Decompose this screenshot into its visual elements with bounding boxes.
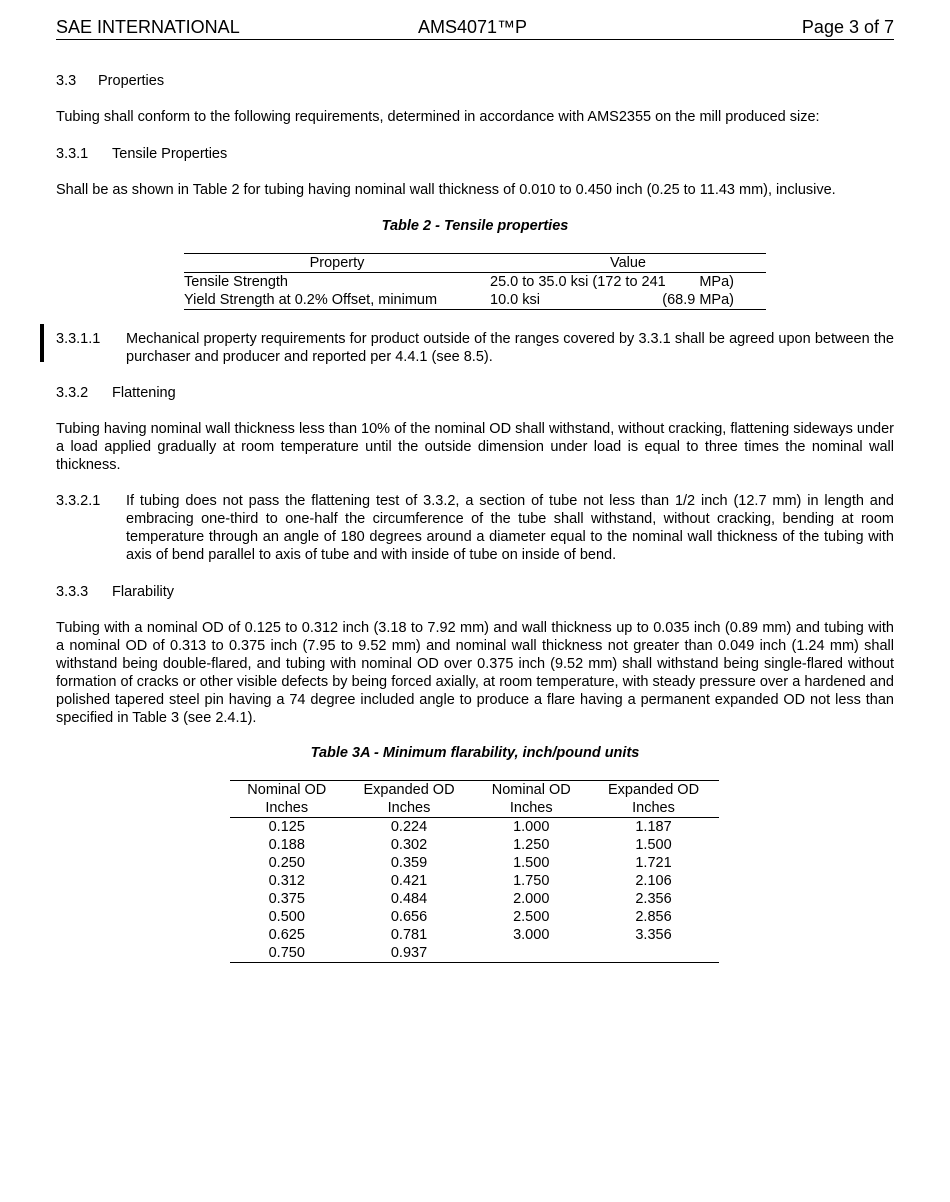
table-cell: 3.356 (635, 927, 672, 943)
table-row (230, 890, 719, 908)
revision-change-bar (40, 324, 44, 362)
header-org: SAE INTERNATIONAL (56, 17, 240, 37)
table-cell: 0.188 (268, 837, 305, 853)
value-text: 25.0 to 35.0 ksi (172 to 241 (490, 274, 666, 290)
column-header-property: Property (184, 254, 490, 273)
table-cell (588, 944, 719, 963)
section-number: 3.3.2 (56, 385, 89, 401)
table-cell: 0.421 (390, 873, 428, 889)
section-number: 3.3.3 (56, 584, 89, 600)
value-text: 10.0 ksi (490, 292, 540, 308)
property-cell: Yield Strength at 0.2% Offset, minimum (184, 292, 438, 308)
property-cell: Tensile Strength (184, 274, 288, 290)
table-row (230, 926, 719, 944)
section-3-3-2-text: Tubing having nominal wall thickness less than 10% of the nominal OD shall withstand, without cracking, flattening sideways under a load applied gradually at room temperature until the outside dimension under load is equal to three times the nominal wall thickness. (56, 421, 894, 473)
table-cell: 2.106 (635, 873, 672, 889)
table-cell: 1.000 (513, 819, 550, 835)
value-unit: (68.9 MPa) (662, 292, 734, 308)
column-header-value: Value (490, 254, 766, 273)
section-title: Tensile Properties (112, 146, 228, 162)
section-3-3-1-text: Shall be as shown in Table 2 for tubing having nominal wall thickness of 0.010 to 0.450 inch (0.25 to 11.43 mm), inclusive. (56, 182, 836, 198)
table-cell: 0.312 (268, 873, 305, 889)
tensile-properties-table (184, 253, 766, 310)
table-cell: 0.125 (268, 819, 305, 835)
header-page-number: Page 3 of 7 (801, 17, 894, 37)
table-cell: 0.625 (268, 927, 305, 943)
section-title: Properties (98, 73, 165, 89)
table-cell: 2.856 (635, 909, 672, 925)
table-cell: 0.375 (268, 891, 305, 907)
table-cell: 0.937 (390, 945, 428, 961)
table-cell: 2.500 (513, 909, 550, 925)
table-cell: 0.750 (268, 945, 305, 961)
table-cell: 1.250 (513, 837, 550, 853)
column-unit: Inches (344, 799, 475, 818)
table-cell: 0.224 (390, 819, 428, 835)
header-doc-number: AMS4071™P (418, 17, 528, 37)
section-text: Mechanical property requirements for product outside of the ranges covered by 3.3.1 shall be agreed upon between the purchaser and producer and reported per 4.4.1 (see 8.5). (126, 331, 894, 365)
table-2-caption: Table 2 - Tensile properties (381, 218, 569, 234)
section-number: 3.3.2.1 (56, 493, 101, 509)
column-header: Expanded OD (363, 782, 455, 798)
table-row (230, 908, 719, 926)
table-row (230, 944, 719, 963)
table-cell: 1.500 (635, 837, 672, 853)
table-cell: 0.656 (390, 909, 428, 925)
section-3-3-3-text: Tubing with a nominal OD of 0.125 to 0.312 inch (3.18 to 7.92 mm) and wall thickness up to 0.035 inch (0.89 mm) and tubing with a nominal OD of 0.313 to 0.375 inch (7.95 to 9.52 mm) and nominal wall thickness not greater than 0.049 inch (1.24 mm) shall withstand being double-flared, and tubing with nominal OD over 0.375 inch (9.52 mm) shall withstand being single-flared without formation of cracks or other visible defects by being forced axially, at room temperature, with steady pressure over a hardened and polished tapered steel pin having a 74 degree included angle to produce a flare having a permanent expanded OD not less than specified in Table 3 (see 2.4.1). (56, 620, 894, 726)
section-number: 3.3 (56, 73, 77, 89)
table-row (230, 836, 719, 854)
table-row (184, 291, 766, 310)
column-header: Expanded OD (607, 782, 700, 798)
section-title: Flarability (112, 584, 175, 600)
column-unit: Inches (230, 799, 344, 818)
table-cell: 0.359 (390, 855, 428, 871)
table-row (184, 273, 766, 292)
section-3-3-heading (56, 72, 894, 90)
table-cell: 0.484 (390, 891, 428, 907)
table-cell: 0.781 (390, 927, 428, 943)
table-cell (474, 944, 588, 963)
table-cell: 3.000 (513, 927, 550, 943)
column-header: Nominal OD (491, 782, 571, 798)
table-3a-caption: Table 3A - Minimum flarability, inch/pound units (310, 745, 640, 761)
section-3-3-text: Tubing shall conform to the following requirements, determined in accordance with AMS2355 on the mill produced size: (56, 109, 820, 125)
table-cell: 1.500 (513, 855, 550, 871)
table-row (230, 818, 719, 837)
section-3-3-1-heading (56, 145, 894, 163)
section-number: 3.3.1.1 (56, 331, 101, 347)
column-unit: Inches (474, 799, 588, 818)
column-unit: Inches (588, 799, 719, 818)
value-cell (490, 273, 766, 292)
table-cell: 2.356 (635, 891, 672, 907)
table-row (230, 854, 719, 872)
section-3-3-3-heading (56, 583, 894, 601)
table-cell: 1.187 (635, 819, 672, 835)
table-cell: 0.250 (268, 855, 305, 871)
section-3-3-2-1 (56, 492, 894, 564)
flarability-table (230, 780, 719, 963)
table-cell: 1.750 (513, 873, 550, 889)
section-3-3-1-1 (56, 330, 894, 366)
page-header (56, 17, 894, 40)
value-unit: MPa) (699, 274, 734, 290)
table-cell: 1.721 (635, 855, 672, 871)
column-header: Nominal OD (247, 782, 327, 798)
section-number: 3.3.1 (56, 146, 89, 162)
value-cell (490, 291, 766, 310)
table-cell: 0.302 (390, 837, 428, 853)
table-row (230, 872, 719, 890)
section-text: If tubing does not pass the flattening test of 3.3.2, a section of tube not less than 1/2 inch (12.7 mm) in length and embracing one-third to one-half the circumference of the tube shall withstand, without cracking, bending at room temperature through an angle of 180 degrees around a diameter equal to the nominal wall thickness of the tubing with axis of bend parallel to axis of tube and with inside of tube on inside of bend. (126, 493, 894, 563)
section-3-3-2-heading (56, 384, 894, 402)
table-cell: 2.000 (513, 891, 550, 907)
table-cell: 0.500 (268, 909, 305, 925)
section-title: Flattening (112, 385, 176, 401)
